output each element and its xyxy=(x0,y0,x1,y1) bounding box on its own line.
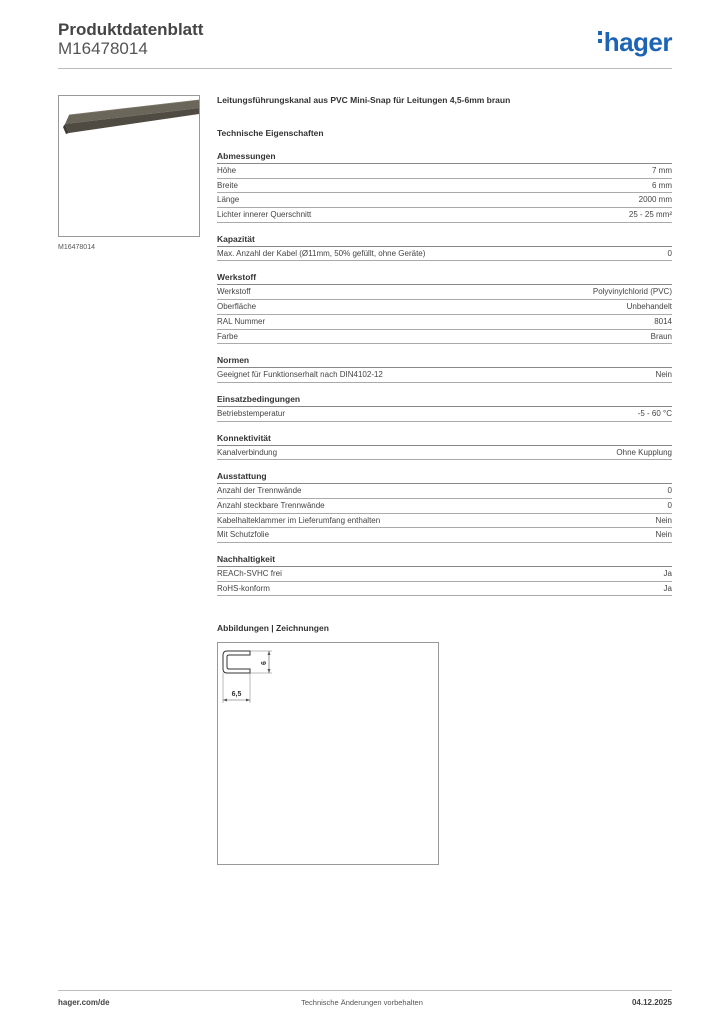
spec-row xyxy=(217,499,672,514)
technical-drawing xyxy=(217,642,439,865)
hager-logo xyxy=(598,27,672,58)
spec-label: Höhe xyxy=(217,166,237,175)
tech-properties-heading: Technische Eigenschaften xyxy=(217,128,324,138)
spec-group-title: Kapazität xyxy=(217,234,672,247)
product-image xyxy=(58,95,200,237)
dim-width-label: 6,5 xyxy=(231,691,242,698)
logo-text: hager xyxy=(603,27,672,57)
spec-row xyxy=(217,315,672,330)
dim-height-label: 6 xyxy=(261,661,268,665)
spec-group xyxy=(217,394,672,422)
product-title: Leitungsführungskanal aus PVC Mini-Snap für Leitungen 4,5-6mm braun xyxy=(217,95,511,105)
spec-sheet xyxy=(217,95,672,596)
spec-row xyxy=(217,208,672,223)
spec-label: Oberfläche xyxy=(217,302,257,312)
spec-value: Nein xyxy=(655,530,672,540)
spec-label: Anzahl der Trennwände xyxy=(217,486,302,496)
profile-drawing xyxy=(218,643,440,866)
spec-label: RAL Nummer xyxy=(217,316,266,326)
spec-value: 25 - 25 mm² xyxy=(628,210,672,220)
spec-label: Lichter innerer Querschnitt xyxy=(217,210,312,220)
spec-row xyxy=(217,368,672,383)
spec-row xyxy=(217,300,672,315)
spec-row xyxy=(217,247,672,262)
spec-label: Länge xyxy=(217,195,240,205)
spec-group-title: Normen xyxy=(217,355,672,368)
page-title: Produktdatenblatt xyxy=(58,20,204,39)
spec-value: Unbehandelt xyxy=(626,302,672,312)
spec-group-title: Nachhaltigkeit xyxy=(217,554,672,567)
spec-group xyxy=(217,471,672,543)
spec-group xyxy=(217,234,672,262)
spec-value: Nein xyxy=(655,515,672,525)
spec-value: 2000 mm xyxy=(638,195,672,205)
spec-value: Ohne Kupplung xyxy=(616,447,672,457)
spec-row xyxy=(217,179,672,194)
website-link[interactable]: hager.com/de xyxy=(58,998,110,1007)
spec-row xyxy=(217,528,672,543)
spec-value: 0 xyxy=(667,500,672,510)
spec-label: Betriebstemperatur xyxy=(217,408,286,418)
spec-group xyxy=(217,433,672,461)
spec-label: Kabelhalteklammer im Lieferumfang enthalten xyxy=(217,515,381,525)
spec-label: Mit Schutzfolie xyxy=(217,530,270,540)
spec-value: Ja xyxy=(663,569,672,578)
footer-date: 04.12.2025 xyxy=(631,998,672,1007)
spec-value: Nein xyxy=(655,370,672,380)
drawings-heading: Abbildungen | Zeichnungen xyxy=(217,623,329,633)
spec-row xyxy=(217,193,672,208)
spec-value: Ja xyxy=(663,583,672,593)
cable-duct-image xyxy=(59,96,200,237)
spec-group-title: Einsatzbedingungen xyxy=(217,394,672,407)
header-divider xyxy=(58,68,672,69)
spec-label: RoHS-konform xyxy=(217,583,270,593)
footer-note: Technische Änderungen vorbehalten xyxy=(301,998,423,1007)
spec-row xyxy=(217,164,672,179)
logo-colon-icon xyxy=(598,31,602,47)
spec-row xyxy=(217,330,672,345)
spec-row xyxy=(217,407,672,422)
spec-group-title: Abmessungen xyxy=(217,151,672,164)
product-image-caption: M16478014 xyxy=(58,244,95,251)
spec-groups xyxy=(217,151,672,596)
spec-label: Werkstoff xyxy=(217,287,251,297)
spec-value: 0 xyxy=(667,248,672,258)
spec-group xyxy=(217,151,672,223)
spec-label: Kanalverbindung xyxy=(217,447,278,457)
spec-group-title: Konnektivität xyxy=(217,433,672,446)
spec-value: Braun xyxy=(650,331,672,341)
spec-group xyxy=(217,554,672,596)
footer-divider xyxy=(58,990,672,991)
spec-value: 0 xyxy=(667,486,672,496)
spec-label: Max. Anzahl der Kabel (Ø11mm, 50% gefüllt, ohne Geräte) xyxy=(217,248,426,258)
spec-label: Anzahl steckbare Trennwände xyxy=(217,500,325,510)
spec-value: -5 - 60 °C xyxy=(637,408,672,418)
spec-group-title: Ausstattung xyxy=(217,471,672,484)
spec-group xyxy=(217,272,672,344)
spec-value: 7 mm xyxy=(652,166,672,175)
spec-row xyxy=(217,446,672,461)
spec-row xyxy=(217,484,672,499)
spec-row xyxy=(217,567,672,582)
spec-value: 6 mm xyxy=(652,180,672,190)
spec-label: Geeignet für Funktionserhalt nach DIN4102-12 xyxy=(217,370,383,380)
spec-value: 8014 xyxy=(654,316,672,326)
product-code: M16478014 xyxy=(58,39,148,58)
spec-row xyxy=(217,285,672,300)
spec-label: Farbe xyxy=(217,331,238,341)
spec-row xyxy=(217,514,672,529)
spec-group-title: Werkstoff xyxy=(217,272,672,285)
spec-group xyxy=(217,355,672,383)
spec-label: Breite xyxy=(217,180,238,190)
spec-row xyxy=(217,582,672,597)
spec-label: REACh-SVHC frei xyxy=(217,569,282,578)
spec-value: Polyvinylchlorid (PVC) xyxy=(592,287,672,297)
